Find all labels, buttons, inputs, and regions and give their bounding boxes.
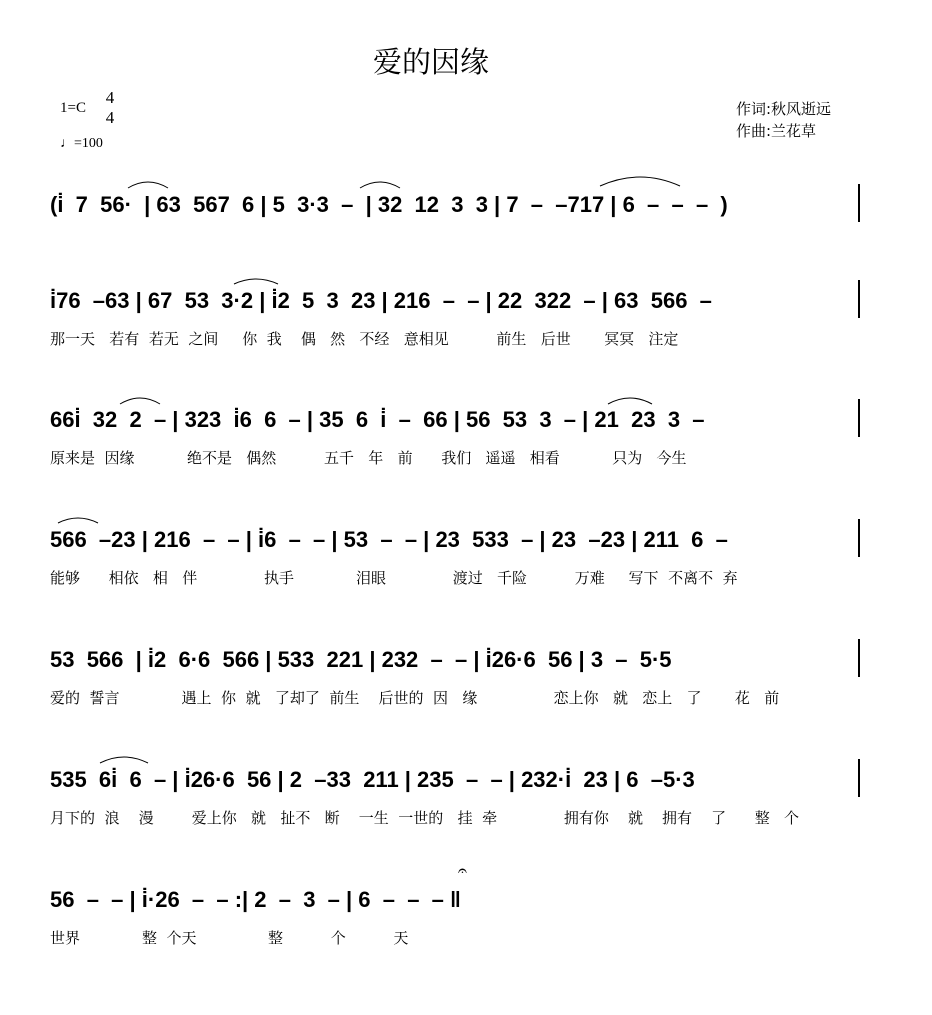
fermata-icon: 𝄐 (458, 861, 467, 880)
lyrics-line-3: 原来是 因缘 绝不是 偶然 五千 年 前 我们 遥遥 相看 只为 今生 (50, 449, 687, 467)
key-signature: 1=C (60, 100, 86, 116)
slur (120, 398, 160, 404)
score-line-7 (50, 861, 865, 967)
score-line-1 (50, 192, 865, 272)
lyrics-line-4: 能够 相依 相 伴 执手 泪眼 渡过 千险 万难 写下 不离不 弃 (50, 569, 738, 587)
notes-line-4: 566 –23 | 216 – – | i̇6 – – | 53 – – | 23 533 – | 23 –23 | 211 6 – (50, 527, 728, 552)
song-title: 爱的因缘 (372, 45, 489, 79)
slur (234, 279, 278, 284)
score-line-2 (50, 288, 865, 368)
lyrics-line-5: 爱的 誓言 遇上 你 就 了却了 前生 后世的 因 缘 恋上你 就 恋上 了 花 前 (50, 689, 780, 707)
lyrics-line-6: 月下的 浪 漫 爱上你 就 扯不 断 一生 一世的 挂 牵 拥有你 就 拥有 了 整 个 (50, 809, 799, 827)
slur (608, 398, 652, 404)
slur (100, 757, 148, 763)
notes-line-3: 66i̇ 32 2 – | 323 i̇6 6 – | 35 6 i̇ – 66 | 56 53 3 – | 21 23 3 – (50, 407, 705, 432)
barline (858, 519, 860, 557)
score-line-6 (50, 767, 865, 847)
notes-line-1: (i̇ 7 56· | 63 567 6 | 5 3·3 – | 32 12 3 3 | 7 – –717 | 6 – – – ) (50, 192, 728, 217)
slur (128, 182, 168, 188)
time-signature-bottom: 4 (105, 108, 115, 127)
composer: 作曲:兰花草 (736, 122, 817, 140)
lyrics-line-7: 世界 整 个天 整 个 天 (50, 929, 409, 947)
barline (858, 759, 860, 797)
tempo-marking: ♩=100 (60, 136, 103, 151)
time-signature-top: 4 (105, 88, 115, 107)
time-signature (100, 88, 120, 128)
notes-line-5: 53 566 | i̇2 6·6 566 | 533 221 | 232 – – | i̇26·6 56 | 3 – 5·5 (50, 647, 672, 672)
credits (736, 98, 831, 142)
slur (600, 177, 680, 186)
lyricist: 作词:秋风逝远 (736, 100, 832, 118)
barline (858, 280, 860, 318)
slur (58, 518, 98, 523)
barline (858, 399, 860, 437)
score-line-4 (50, 527, 865, 607)
score-line-3 (50, 407, 865, 487)
notes-line-6: 535 6i̇ 6 – | i̇26·6 56 | 2 –33 211 | 235 – – | 232·i̇ 23 | 6 –5·3 (50, 767, 695, 792)
notes-line-2: i̇76 –63 | 67 53 3·2 | i̇2 5 3 23 | 216 – – | 22 322 – | 63 566 – (50, 288, 712, 313)
score-line-5 (50, 647, 865, 727)
barline (858, 639, 860, 677)
slur (360, 182, 400, 188)
lyrics-line-2: 那一天 若有 若无 之间 你 我 偶 然 不经 意相见 前生 后世 冥冥 注定 (50, 330, 679, 348)
notes-line-7: 56 – – | i̇·26 – – :| 2 – 3 – | 6 – – – ‖ (50, 887, 461, 912)
barline (858, 184, 860, 222)
